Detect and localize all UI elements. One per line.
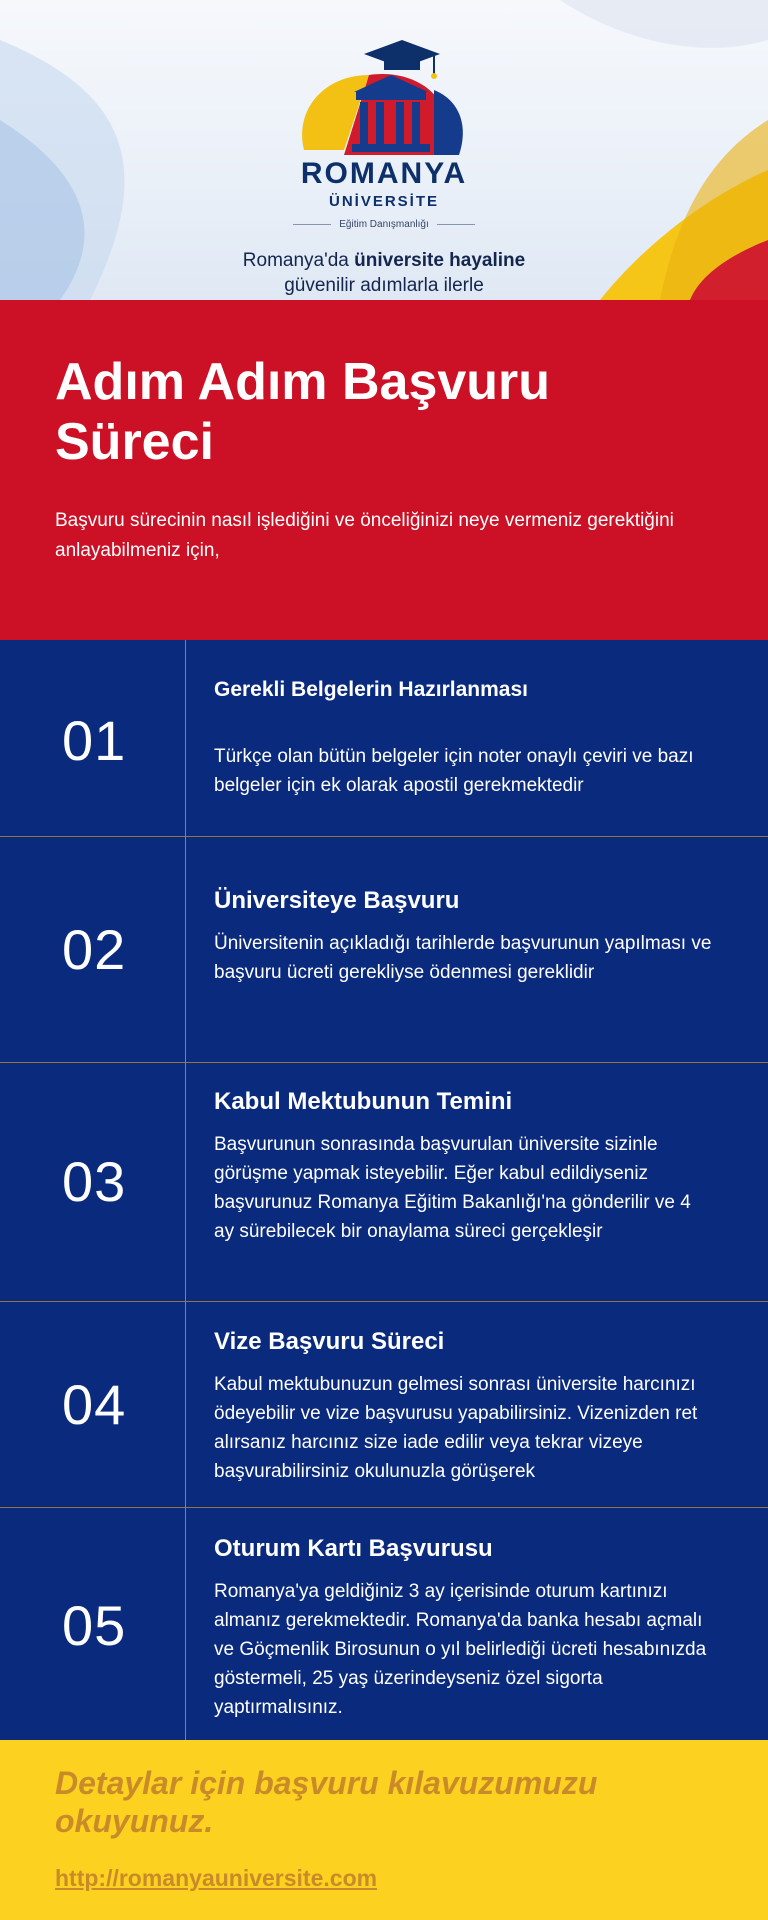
step-number: 01 bbox=[62, 709, 127, 772]
footer-section bbox=[0, 1740, 768, 1920]
step-title: Oturum Kartı Başvurusu bbox=[214, 1535, 493, 1562]
brand-tagline-text: Eğitim Danışmanlığı bbox=[339, 219, 429, 230]
step-item bbox=[0, 837, 768, 1063]
step-text: Kabul mektubunuzun gelmesi sonrası üniversite harcınızı ödeyebilir ve vize başvurusu yapabilirsiniz. Vizenizden ret alırsanız harcınız size iade edilir veya tekrar vizeye başvurabilirsiniz okulunuzla görüşerek bbox=[214, 1374, 698, 1482]
step-number: 02 bbox=[62, 918, 127, 981]
step-text: Romanya'ya geldiğiniz 3 ay içerisinde oturum kartınızı almanız gerekmektedir. Romanya'da banka hesabı açmalı ve Göçmenlik Birosunun o yıl belirlediği ücreti hesabınızda göstermeli, 25 yaş üzerindeyseniz özel sigorta yaptırmalısınız. bbox=[214, 1581, 707, 1718]
steps-section bbox=[0, 640, 768, 1740]
step-item bbox=[0, 1063, 768, 1302]
step-title: Gerekli Belgelerin Hazırlanması bbox=[214, 678, 528, 701]
step-item bbox=[0, 1508, 768, 1740]
step-item bbox=[0, 1302, 768, 1508]
divider bbox=[293, 224, 331, 225]
graduation-building-logo-icon bbox=[284, 30, 484, 170]
brand-name: ROMANYA bbox=[300, 157, 468, 190]
step-text: Üniversitenin açıkladığı tarihlerde başvurunun yapılması ve başvuru ücreti gerekliyse ödenmesi gereklidir bbox=[214, 933, 712, 983]
brand-subtitle: ÜNİVERSİTE bbox=[328, 193, 439, 210]
step-number: 04 bbox=[62, 1373, 127, 1436]
divider bbox=[437, 224, 475, 225]
intro-text: Başvuru sürecinin nasıl işlediğini ve önceliğinizi neye vermeniz gerektiğini anlayabilmeniz için, bbox=[55, 510, 674, 561]
brand-tagline bbox=[0, 219, 768, 230]
step-title: Kabul Mektubunun Temini bbox=[214, 1088, 513, 1115]
slogan-text: Romanya'da bbox=[242, 250, 355, 271]
step-title: Üniversiteye Başvuru bbox=[214, 887, 460, 914]
intro-section bbox=[0, 300, 768, 640]
step-title: Vize Başvuru Süreci bbox=[214, 1328, 445, 1355]
page-title: Adım Adım Başvuru Süreci bbox=[55, 353, 551, 471]
step-item bbox=[0, 640, 768, 837]
slogan bbox=[0, 248, 768, 298]
step-text: Başvurunun sonrasında başvurulan üniversite sizinle görüşme yapmak isteyebilir. Eğer kabul edildiyseniz başvurunuz Romanya Eğitim Bakanlığı'na gönderilir ve 4 ay sürebilecek bir onaylama süreci gerçekleşir bbox=[214, 1134, 691, 1242]
step-number: 05 bbox=[62, 1594, 127, 1657]
website-link[interactable]: http://romanyauniversite.com bbox=[55, 1865, 378, 1891]
step-number: 03 bbox=[62, 1150, 127, 1213]
step-text: Türkçe olan bütün belgeler için noter onaylı çeviri ve bazı belgeler için ek olarak apostil gerekmektedir bbox=[214, 746, 694, 796]
cta-text: Detaylar için başvuru kılavuzumuzu okuyunuz. bbox=[55, 1765, 598, 1839]
slogan-line-2: güvenilir adımlarla ilerle bbox=[284, 275, 484, 296]
header-banner bbox=[0, 0, 768, 300]
slogan-highlight: üniversite hayaline bbox=[354, 250, 526, 271]
